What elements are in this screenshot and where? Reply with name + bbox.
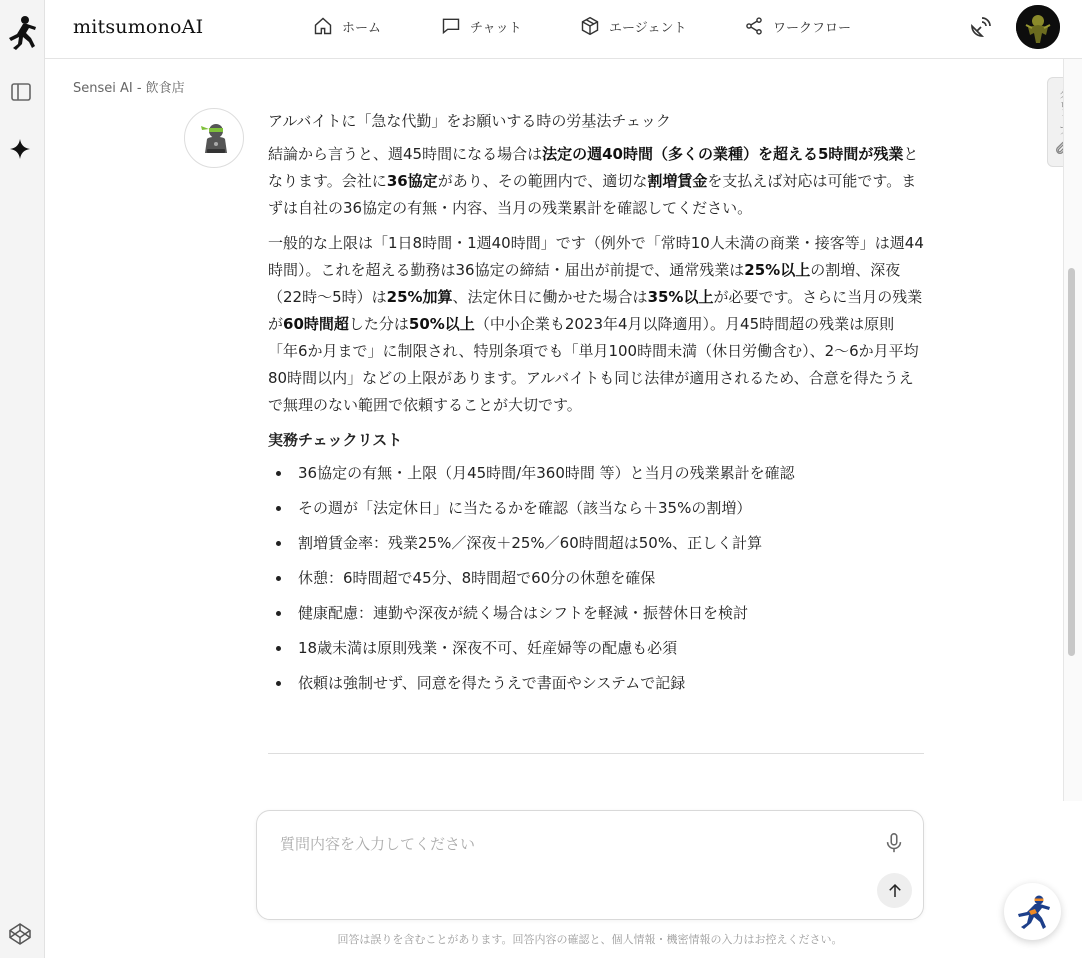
emphasis-text: 36協定 xyxy=(386,172,438,190)
arrow-up-icon xyxy=(886,882,904,900)
top-header xyxy=(45,0,1082,59)
sparkle-icon[interactable] xyxy=(8,137,32,161)
nav-workflow[interactable] xyxy=(744,16,851,36)
body-text: となります。会社に xyxy=(268,145,919,190)
left-sidebar xyxy=(0,0,45,958)
body-text: 一般的な上限は「1日8時間・1週40時間」です（例外で「常時10人未満の商業・接客等」は週44時間）。これを超える勤務は36協定の締結・届出が前提で、通常残業は xyxy=(268,234,924,279)
chat-input-box xyxy=(256,810,924,920)
emphasis-text: 25%加算 xyxy=(386,288,453,306)
assistant-message xyxy=(268,108,924,705)
home-icon xyxy=(313,16,333,36)
checklist xyxy=(268,460,924,705)
nav-agent-label: エージェント xyxy=(609,20,687,36)
emphasis-text: 35%以上 xyxy=(647,288,714,306)
message-title: アルバイトに「急な代勤」をお願いする時の労基法チェック xyxy=(268,112,671,130)
ninja-logo-icon[interactable] xyxy=(5,14,37,50)
avatar-image-icon xyxy=(1016,5,1060,49)
emphasis-text: 法定の週40時間（多くの業種）を超える5時間が残業 xyxy=(542,145,904,163)
body-text: した分は xyxy=(348,315,409,333)
message-paragraph-details xyxy=(268,230,924,419)
cube-icon xyxy=(580,16,600,36)
breadcrumb[interactable]: Sensei AI - 飲食店 xyxy=(73,81,185,96)
list-item: 18歳未満は原則残業・深夜不可、妊産婦等の配慮も必須 xyxy=(268,635,924,670)
codepen-icon[interactable] xyxy=(8,922,32,946)
message-paragraph-conclusion xyxy=(268,141,924,222)
emphasis-text: 60時間超 xyxy=(283,315,349,333)
nav-chat[interactable] xyxy=(441,16,522,36)
message-divider xyxy=(268,753,924,754)
satellite-dish-icon[interactable] xyxy=(968,16,992,40)
body-text: の割増、深夜（22時〜5時）は xyxy=(268,261,901,306)
list-item: 36協定の有無・上限（月45時間/年360時間 等）と当月の残業累計を確認 xyxy=(268,460,924,495)
list-item: 健康配慮：連勤や深夜が続く場合はシフトを軽減・振替休日を検討 xyxy=(268,600,924,635)
nav-chat-label: チャット xyxy=(470,20,522,36)
ninja-mascot-icon xyxy=(1013,892,1053,932)
brand-title[interactable]: mitsumonoAI xyxy=(73,16,204,38)
floating-assistant-button[interactable] xyxy=(1004,883,1061,940)
emphasis-text: 50%以上 xyxy=(408,315,475,333)
send-button[interactable] xyxy=(877,873,912,908)
bot-avatar xyxy=(184,108,244,168)
body-text: 結論から言うと、週45時間になる場合は xyxy=(268,145,543,163)
sidebar-toggle-icon[interactable] xyxy=(9,80,33,104)
list-item: その週が「法定休日」に当たるかを確認（該当なら＋35%の割増） xyxy=(268,495,924,530)
chat-icon xyxy=(441,16,461,36)
checklist-heading: 実務チェックリスト xyxy=(268,431,403,449)
nav-home-label: ホーム xyxy=(342,20,382,36)
nav-agent[interactable] xyxy=(580,16,686,36)
body-text: があり、その範囲内で、適切な xyxy=(437,172,648,190)
list-item: 依頼は強制せず、同意を得たうえで書面やシステムで記録 xyxy=(268,670,924,705)
body-text: が必要です。さらに当月の残業が xyxy=(268,288,923,333)
ninja-sensei-icon xyxy=(185,109,244,168)
nav-home[interactable] xyxy=(313,16,381,36)
microphone-icon[interactable] xyxy=(883,831,905,855)
nav-workflow-label: ワークフロー xyxy=(773,20,852,36)
scrollbar-thumb[interactable] xyxy=(1068,268,1075,656)
body-text: （中小企業も2023年4月以降適用）。月45時間超の残業は原則「年6か月まで」に制限され、特別条項でも「単月100時間未満（休日労働含む）、2〜6か月平均80時間以内」などの上限があります。アルバイトも同じ法律が適用されるため、合意を得たうえで無理のない範囲で依頼することが大切です。 xyxy=(268,315,919,414)
body-text: 、法定休日に働かせた場合は xyxy=(452,288,648,306)
emphasis-text: 25%以上 xyxy=(744,261,811,279)
list-item: 休憩：6時間超で45分、8時間超で60分の休憩を確保 xyxy=(268,565,924,600)
disclaimer-text: 回答は誤りを含むことがあります。回答内容の確認と、個人情報・機密情報の入力はお控えください。 xyxy=(337,933,843,946)
body-text: を支払えば対応は可能です。まずは自社の36協定の有無・内容、当月の残業累計を確認してください。 xyxy=(268,172,917,217)
share-icon xyxy=(744,16,764,36)
emphasis-text: 割増賃金 xyxy=(647,172,708,190)
list-item: 割増賃金率：残業25%／深夜＋25%／60時間超は50%、正しく計算 xyxy=(268,530,924,565)
user-avatar[interactable] xyxy=(1016,5,1060,49)
question-input[interactable] xyxy=(280,833,860,863)
